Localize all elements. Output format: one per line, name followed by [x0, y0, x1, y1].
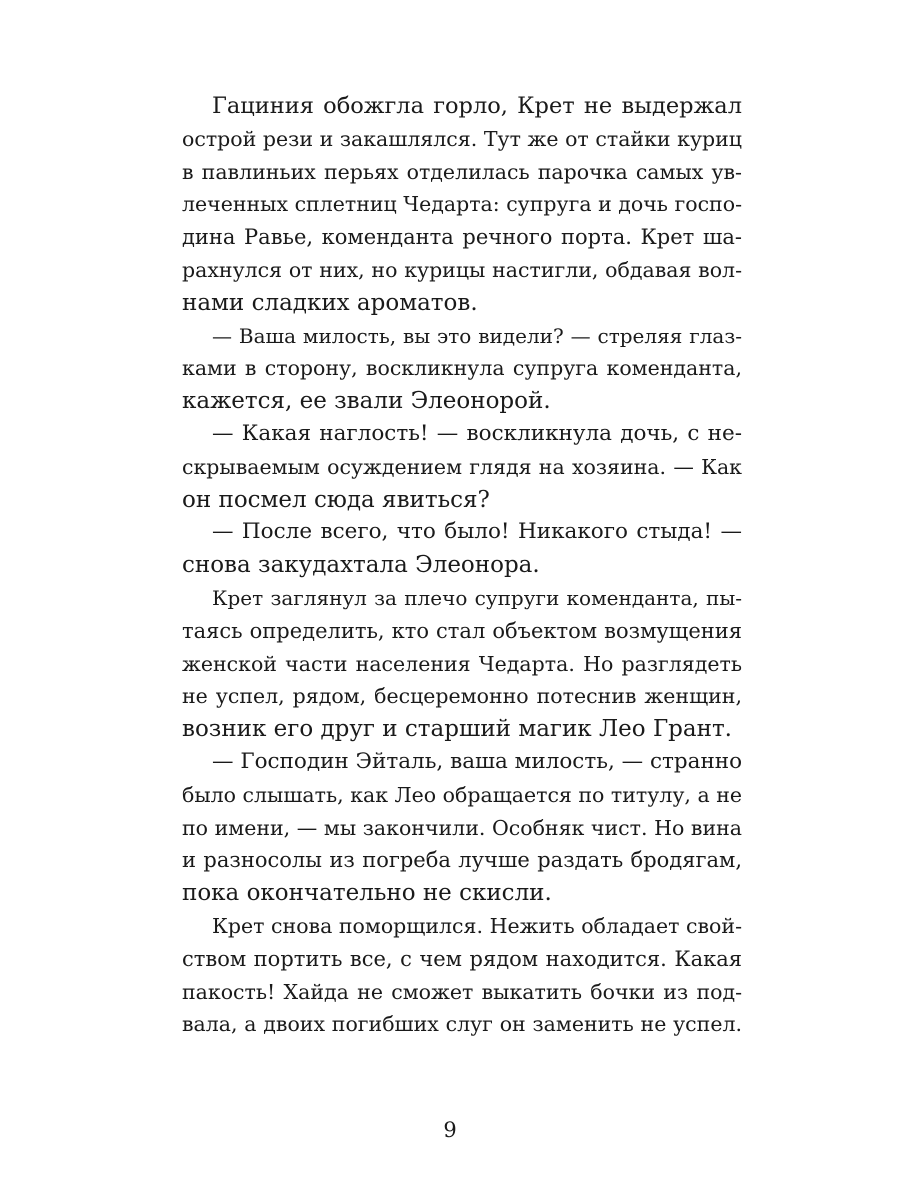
page-number: 9	[443, 1118, 457, 1142]
text-line: пока окончательно не скисли.	[182, 880, 552, 907]
text-line: дина Равье, коменданта речного порта. Крет ша-	[182, 225, 742, 250]
text-line: — Господин Эйталь, ваша милость, — странно	[212, 748, 743, 774]
text-line: нами сладких ароматов.	[182, 289, 478, 316]
text-line: ством портить все, с чем рядом находится. Какая	[182, 946, 742, 971]
text-line: леченных сплетниц Чедарта: супруга и дочь госпо-	[182, 192, 742, 217]
text-line: снова закудахтала Элеонора.	[182, 552, 540, 579]
text-line: возник его друг и старший магик Лео Грант.	[182, 716, 732, 743]
text-line: вала, а двоих погибших слуг он заменить не успел.	[182, 1012, 742, 1037]
text-line: он посмел сюда явиться?	[182, 486, 490, 513]
text-line: Крет заглянул за плечо супруги коменданта, пы-	[212, 585, 742, 610]
text-line: не успел, рядом, бесцеремонно потеснив женщин,	[182, 684, 742, 709]
text-line: скрываемым осуждением глядя на хозяина. — Как	[182, 454, 742, 479]
text-line: — Какая наглость! — воскликнула дочь, с не-	[212, 420, 742, 446]
text-line: и разносолы из погреба лучше раздать бродягам,	[182, 848, 742, 873]
page-body-text	[182, 90, 742, 1041]
text-line: женской части населения Чедарта. Но разглядеть	[182, 651, 742, 676]
text-line: таясь определить, кто стал объектом возмущения	[182, 618, 742, 643]
text-line: пакость! Хайда не сможет выкатить бочки из под-	[182, 979, 742, 1004]
text-line: в павлиньих перьях отделилась парочка самых ув-	[182, 159, 742, 184]
text-line: острой рези и закашлялся. Тут же от стайки куриц	[182, 126, 742, 151]
text-line: было слышать, как Лео обращается по титулу, а не	[182, 782, 742, 807]
text-line: Гациния обожгла горло, Крет не выдержал	[212, 93, 742, 119]
text-line: ками в сторону, воскликнула супруга коменданта,	[182, 356, 742, 381]
text-line: Крет снова поморщился. Нежить обладает свой-	[212, 913, 742, 938]
text-line: — Ваша милость, вы это видели? — стреляя глаз-	[212, 323, 742, 348]
text-line: кажется, ее звали Элеонорой.	[182, 388, 551, 415]
text-line: по имени, — мы закончили. Особняк чист. Но вина	[182, 815, 742, 840]
text-line: рахнулся от них, но курицы настигли, обдавая вол-	[182, 257, 742, 282]
text-line: — После всего, что было! Никакого стыда! —	[212, 519, 742, 545]
